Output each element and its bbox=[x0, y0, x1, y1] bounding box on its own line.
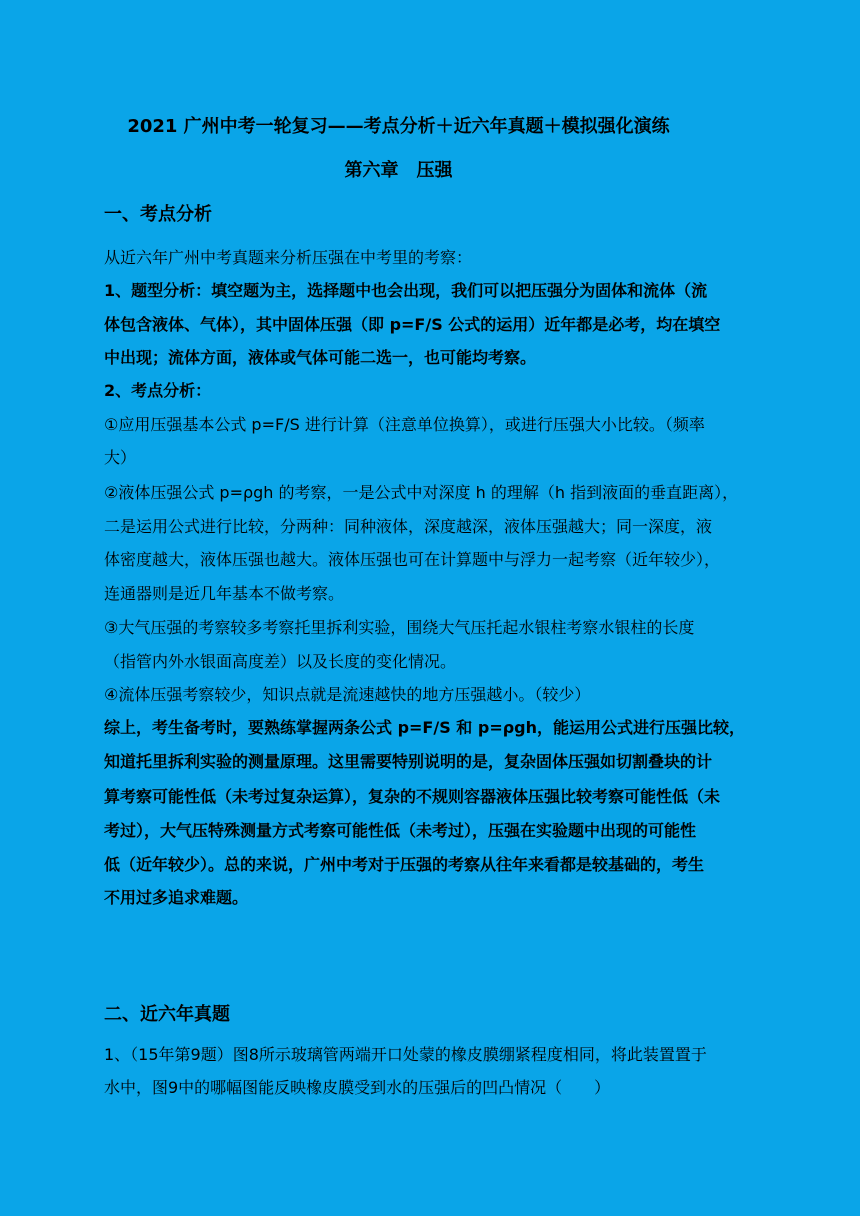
section2-heading: 二、近六年真题 bbox=[104, 1004, 230, 1025]
point1-line-2: 大） bbox=[104, 448, 137, 467]
point3-line-2: （指管内外水银面高度差）以及长度的变化情况。 bbox=[104, 652, 457, 671]
question1-line-1: 1、（15年第9题）图8所示玻璃管两端开口处蒙的橡皮膜绷紧程度相同，将此装置置于 bbox=[104, 1045, 707, 1064]
summary-line-5: 低（近年较少）。总的来说，广州中考对于压强的考察从往年来看都是较基础的，考生 bbox=[104, 855, 705, 874]
summary-line-3: 算考察可能性低（未考过复杂运算），复杂的不规则容器液体压强比较考察可能性低（未 bbox=[104, 787, 721, 806]
question-type-line-1: 1、题型分析：填空题为主，选择题中也会出现，我们可以把压强分为固体和流体（流 bbox=[104, 281, 708, 300]
summary-line-6: 不用过多追求难题。 bbox=[104, 888, 249, 907]
point2-line-1: ②液体压强公式 p=ρgh 的考察，一是公式中对深度 h 的理解（h 指到液面的垂直距离）， bbox=[104, 483, 739, 502]
chapter-title: 第六章 压强 bbox=[344, 160, 453, 181]
section1-intro: 从近六年广州中考真题来分析压强在中考里的考察： bbox=[104, 248, 473, 267]
point2-line-2: 二是运用公式进行比较，分两种：同种液体，深度越深，液体压强越大；同一深度，液 bbox=[104, 517, 713, 536]
question1-line-2: 水中，图9中的哪幅图能反映橡皮膜受到水的压强后的凹凸情况（ ） bbox=[104, 1078, 611, 1097]
question-type-line-3: 中出现；流体方面，液体或气体可能二选一，也可能均考察。 bbox=[104, 348, 537, 367]
summary-line-1: 综上，考生备考时，要熟练掌握两条公式 p=F/S 和 p=ρgh，能运用公式进行压强比较， bbox=[104, 718, 746, 737]
section1-heading: 一、考点分析 bbox=[104, 204, 212, 225]
point3-line-1: ③大气压强的考察较多考察托里拆利实验，围绕大气压托起水银柱考察水银柱的长度 bbox=[104, 618, 695, 637]
summary-line-2: 知道托里拆利实验的测量原理。这里需要特别说明的是，复杂固体压强如切割叠块的计 bbox=[104, 752, 713, 771]
point2-line-4: 连通器则是近几年基本不做考察。 bbox=[104, 584, 345, 603]
summary-line-4: 考过），大气压特殊测量方式考察可能性低（未考过），压强在实验题中出现的可能性 bbox=[104, 821, 697, 840]
document-title: 2021 广州中考一轮复习——考点分析＋近六年真题＋模拟强化演练 bbox=[127, 116, 670, 137]
point2-line-3: 体密度越大，液体压强也越大。液体压强也可在计算题中与浮力一起考察（近年较少）， bbox=[104, 550, 721, 569]
question-type-line-2: 体包含液体、气体），其中固体压强（即 p=F/S 公式的运用）近年都是必考，均在填空 bbox=[104, 315, 721, 334]
point1-line-1: ①应用压强基本公式 p=F/S 进行计算（注意单位换算），或进行压强大小比较。（频率 bbox=[104, 415, 705, 434]
key-points-title: 2、考点分析： bbox=[104, 381, 212, 400]
point4-line: ④流体压强考察较少，知识点就是流速越快的地方压强越小。（较少） bbox=[104, 685, 591, 704]
